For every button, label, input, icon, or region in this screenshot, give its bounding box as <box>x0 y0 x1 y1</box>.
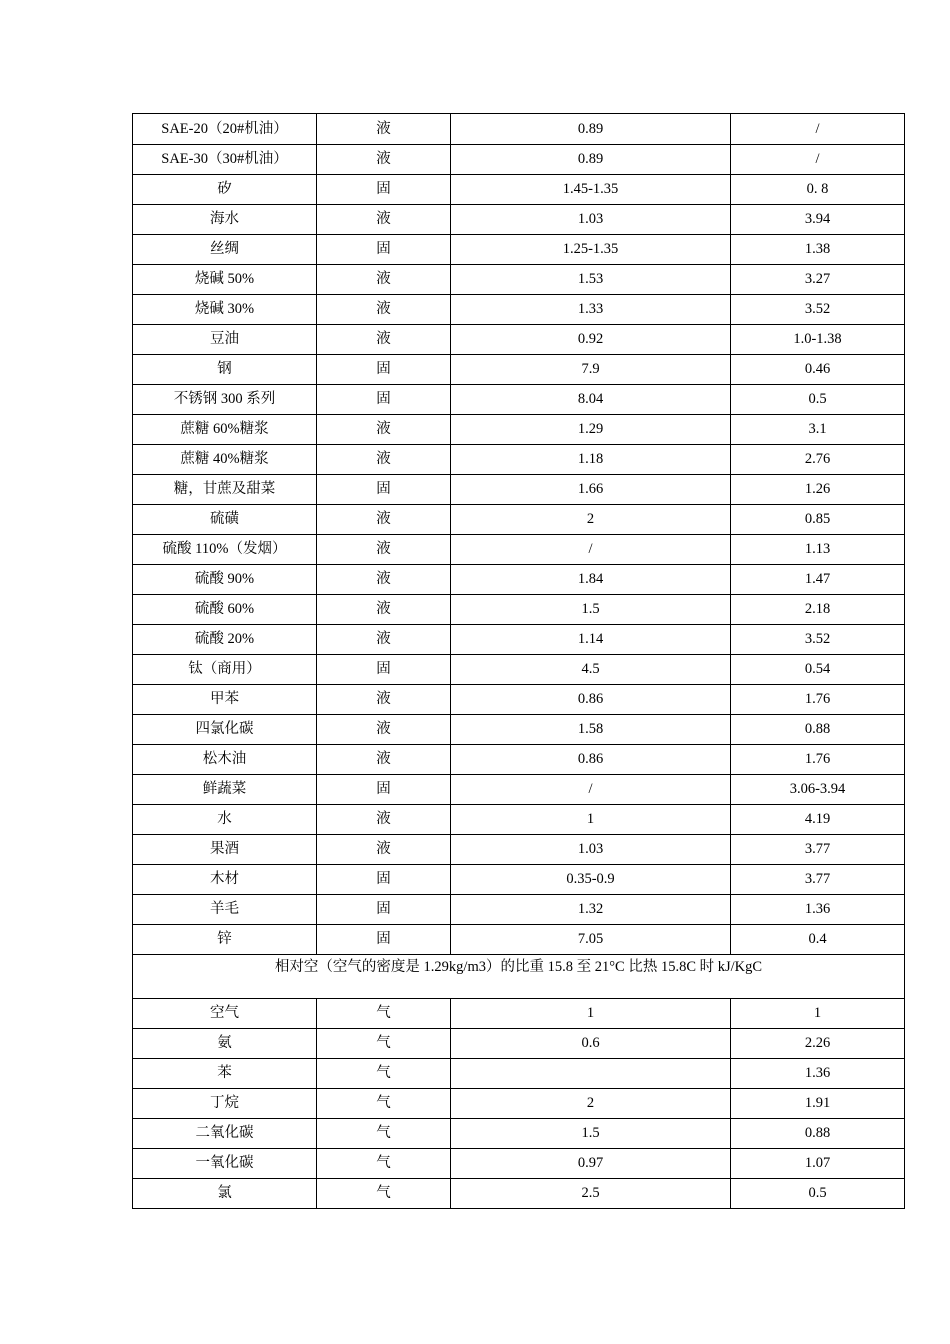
table-row <box>133 265 905 295</box>
table-row <box>133 805 905 835</box>
table-row <box>133 114 905 145</box>
state-cell: 固 <box>317 475 451 505</box>
material-name-cell: 果酒 <box>133 835 317 865</box>
state-cell: 气 <box>317 999 451 1029</box>
state-cell: 气 <box>317 1179 451 1209</box>
table-row <box>133 595 905 625</box>
state-cell: 液 <box>317 565 451 595</box>
table-row <box>133 295 905 325</box>
state-cell: 液 <box>317 265 451 295</box>
material-name-cell: 一氧化碳 <box>133 1149 317 1179</box>
specific-gravity-cell: 0.92 <box>451 325 731 355</box>
material-name-cell: 硫酸 110%（发烟） <box>133 535 317 565</box>
table-row <box>133 1119 905 1149</box>
state-cell: 固 <box>317 895 451 925</box>
specific-heat-cell: 1.38 <box>731 235 905 265</box>
specific-gravity-cell: 0.6 <box>451 1029 731 1059</box>
specific-gravity-cell: 1.18 <box>451 445 731 475</box>
specific-gravity-cell: 1.32 <box>451 895 731 925</box>
specific-heat-cell: 1.26 <box>731 475 905 505</box>
specific-gravity-cell: 0.97 <box>451 1149 731 1179</box>
table-row <box>133 535 905 565</box>
state-cell: 液 <box>317 114 451 145</box>
specific-gravity-cell: 2.5 <box>451 1179 731 1209</box>
material-name-cell: 钛（商用） <box>133 655 317 685</box>
state-cell: 液 <box>317 595 451 625</box>
specific-gravity-cell: 1.03 <box>451 205 731 235</box>
table-row <box>133 1029 905 1059</box>
material-name-cell: 锌 <box>133 925 317 955</box>
specific-heat-cell: 1.07 <box>731 1149 905 1179</box>
specific-heat-cell: 0. 8 <box>731 175 905 205</box>
specific-gravity-cell: 1.5 <box>451 1119 731 1149</box>
state-cell: 液 <box>317 415 451 445</box>
material-name-cell: 钢 <box>133 355 317 385</box>
specific-heat-cell: 3.94 <box>731 205 905 235</box>
state-cell: 液 <box>317 715 451 745</box>
specific-gravity-cell: 1.84 <box>451 565 731 595</box>
specific-heat-cell: 1.91 <box>731 1089 905 1119</box>
material-name-cell: 硫磺 <box>133 505 317 535</box>
specific-gravity-cell: 1.58 <box>451 715 731 745</box>
state-cell: 固 <box>317 355 451 385</box>
state-cell: 液 <box>317 205 451 235</box>
state-cell: 固 <box>317 925 451 955</box>
specific-gravity-cell: 1.29 <box>451 415 731 445</box>
specific-heat-cell: 2.18 <box>731 595 905 625</box>
table-row <box>133 175 905 205</box>
table-row <box>133 145 905 175</box>
gas-section-header-row <box>133 955 905 999</box>
state-cell: 固 <box>317 775 451 805</box>
table-row <box>133 565 905 595</box>
state-cell: 液 <box>317 445 451 475</box>
specific-heat-cell: 1 <box>731 999 905 1029</box>
table-row <box>133 925 905 955</box>
specific-heat-cell: 1.0-1.38 <box>731 325 905 355</box>
table-row <box>133 895 905 925</box>
specific-gravity-cell: 1.66 <box>451 475 731 505</box>
material-name-cell: 木材 <box>133 865 317 895</box>
specific-heat-cell: 0.46 <box>731 355 905 385</box>
material-name-cell: 丝绸 <box>133 235 317 265</box>
specific-gravity-cell: 8.04 <box>451 385 731 415</box>
state-cell: 液 <box>317 325 451 355</box>
specific-gravity-cell: 0.86 <box>451 745 731 775</box>
material-name-cell: 海水 <box>133 205 317 235</box>
material-name-cell: 不锈钢 300 系列 <box>133 385 317 415</box>
specific-heat-cell: 0.4 <box>731 925 905 955</box>
material-name-cell: 松木油 <box>133 745 317 775</box>
specific-gravity-cell: 0.89 <box>451 145 731 175</box>
specific-gravity-cell: 0.89 <box>451 114 731 145</box>
table-row <box>133 1059 905 1089</box>
state-cell: 气 <box>317 1119 451 1149</box>
specific-heat-cell: / <box>731 114 905 145</box>
material-name-cell: 蔗糖 60%糖浆 <box>133 415 317 445</box>
material-name-cell: 四氯化碳 <box>133 715 317 745</box>
specific-gravity-cell: 2 <box>451 505 731 535</box>
table-row <box>133 745 905 775</box>
table-row <box>133 505 905 535</box>
material-name-cell: 二氧化碳 <box>133 1119 317 1149</box>
specific-heat-cell: 3.52 <box>731 295 905 325</box>
specific-gravity-cell: 1.53 <box>451 265 731 295</box>
table-row <box>133 235 905 265</box>
table-body <box>133 114 905 1209</box>
specific-heat-cell: / <box>731 145 905 175</box>
specific-gravity-cell: / <box>451 775 731 805</box>
gas-section-header: 相对空（空气的密度是 1.29kg/m3）的比重 15.8 至 21°C 比热 15.8C 时 kJ/KgC <box>133 955 905 999</box>
specific-heat-cell: 3.77 <box>731 865 905 895</box>
specific-gravity-cell: 1.03 <box>451 835 731 865</box>
state-cell: 液 <box>317 145 451 175</box>
state-cell: 液 <box>317 535 451 565</box>
material-properties-table <box>132 113 905 1209</box>
material-name-cell: 丁烷 <box>133 1089 317 1119</box>
specific-heat-cell: 0.88 <box>731 715 905 745</box>
material-name-cell: 矽 <box>133 175 317 205</box>
material-name-cell: 苯 <box>133 1059 317 1089</box>
material-name-cell: 硫酸 20% <box>133 625 317 655</box>
state-cell: 液 <box>317 835 451 865</box>
table-row <box>133 715 905 745</box>
specific-gravity-cell <box>451 1059 731 1089</box>
specific-gravity-cell: / <box>451 535 731 565</box>
table-row <box>133 385 905 415</box>
table-row <box>133 775 905 805</box>
specific-gravity-cell: 1.14 <box>451 625 731 655</box>
state-cell: 液 <box>317 625 451 655</box>
specific-gravity-cell: 1.5 <box>451 595 731 625</box>
table-row <box>133 1149 905 1179</box>
state-cell: 气 <box>317 1059 451 1089</box>
specific-gravity-cell: 1 <box>451 999 731 1029</box>
state-cell: 液 <box>317 295 451 325</box>
table-row <box>133 355 905 385</box>
table-row <box>133 205 905 235</box>
specific-gravity-cell: 7.9 <box>451 355 731 385</box>
specific-heat-cell: 4.19 <box>731 805 905 835</box>
specific-gravity-cell: 1.33 <box>451 295 731 325</box>
state-cell: 固 <box>317 385 451 415</box>
specific-heat-cell: 0.5 <box>731 1179 905 1209</box>
table-row <box>133 625 905 655</box>
table-row <box>133 475 905 505</box>
state-cell: 固 <box>317 865 451 895</box>
table-row <box>133 325 905 355</box>
specific-heat-cell: 1.36 <box>731 895 905 925</box>
table-row <box>133 655 905 685</box>
table-row <box>133 685 905 715</box>
specific-heat-cell: 3.77 <box>731 835 905 865</box>
state-cell: 固 <box>317 175 451 205</box>
state-cell: 气 <box>317 1029 451 1059</box>
material-name-cell: 烧碱 30% <box>133 295 317 325</box>
material-name-cell: 硫酸 90% <box>133 565 317 595</box>
specific-gravity-cell: 0.35-0.9 <box>451 865 731 895</box>
state-cell: 液 <box>317 805 451 835</box>
table-row <box>133 835 905 865</box>
state-cell: 固 <box>317 655 451 685</box>
specific-gravity-cell: 2 <box>451 1089 731 1119</box>
specific-gravity-cell: 1 <box>451 805 731 835</box>
material-name-cell: 烧碱 50% <box>133 265 317 295</box>
table-row <box>133 999 905 1029</box>
specific-heat-cell: 0.5 <box>731 385 905 415</box>
state-cell: 气 <box>317 1089 451 1119</box>
material-name-cell: 鲜蔬菜 <box>133 775 317 805</box>
specific-heat-cell: 2.26 <box>731 1029 905 1059</box>
specific-heat-cell: 1.76 <box>731 745 905 775</box>
material-name-cell: 氯 <box>133 1179 317 1209</box>
table-row <box>133 445 905 475</box>
specific-heat-cell: 1.47 <box>731 565 905 595</box>
specific-gravity-cell: 1.45-1.35 <box>451 175 731 205</box>
specific-heat-cell: 0.88 <box>731 1119 905 1149</box>
state-cell: 液 <box>317 745 451 775</box>
specific-gravity-cell: 0.86 <box>451 685 731 715</box>
material-name-cell: SAE-30（30#机油） <box>133 145 317 175</box>
specific-heat-cell: 0.85 <box>731 505 905 535</box>
table-row <box>133 1179 905 1209</box>
material-name-cell: 甲苯 <box>133 685 317 715</box>
state-cell: 气 <box>317 1149 451 1179</box>
material-name-cell: SAE-20（20#机油） <box>133 114 317 145</box>
specific-gravity-cell: 7.05 <box>451 925 731 955</box>
material-name-cell: 豆油 <box>133 325 317 355</box>
specific-heat-cell: 1.13 <box>731 535 905 565</box>
specific-gravity-cell: 4.5 <box>451 655 731 685</box>
specific-heat-cell: 3.1 <box>731 415 905 445</box>
specific-gravity-cell: 1.25-1.35 <box>451 235 731 265</box>
specific-heat-cell: 3.06-3.94 <box>731 775 905 805</box>
state-cell: 液 <box>317 685 451 715</box>
table-row <box>133 865 905 895</box>
specific-heat-cell: 1.76 <box>731 685 905 715</box>
specific-heat-cell: 2.76 <box>731 445 905 475</box>
state-cell: 固 <box>317 235 451 265</box>
material-name-cell: 糖，甘蔗及甜菜 <box>133 475 317 505</box>
material-name-cell: 蔗糖 40%糖浆 <box>133 445 317 475</box>
specific-heat-cell: 1.36 <box>731 1059 905 1089</box>
specific-heat-cell: 0.54 <box>731 655 905 685</box>
table-row <box>133 1089 905 1119</box>
state-cell: 液 <box>317 505 451 535</box>
material-name-cell: 氨 <box>133 1029 317 1059</box>
material-name-cell: 硫酸 60% <box>133 595 317 625</box>
table-row <box>133 415 905 445</box>
specific-heat-cell: 3.27 <box>731 265 905 295</box>
material-name-cell: 羊毛 <box>133 895 317 925</box>
material-name-cell: 水 <box>133 805 317 835</box>
specific-heat-cell: 3.52 <box>731 625 905 655</box>
material-name-cell: 空气 <box>133 999 317 1029</box>
